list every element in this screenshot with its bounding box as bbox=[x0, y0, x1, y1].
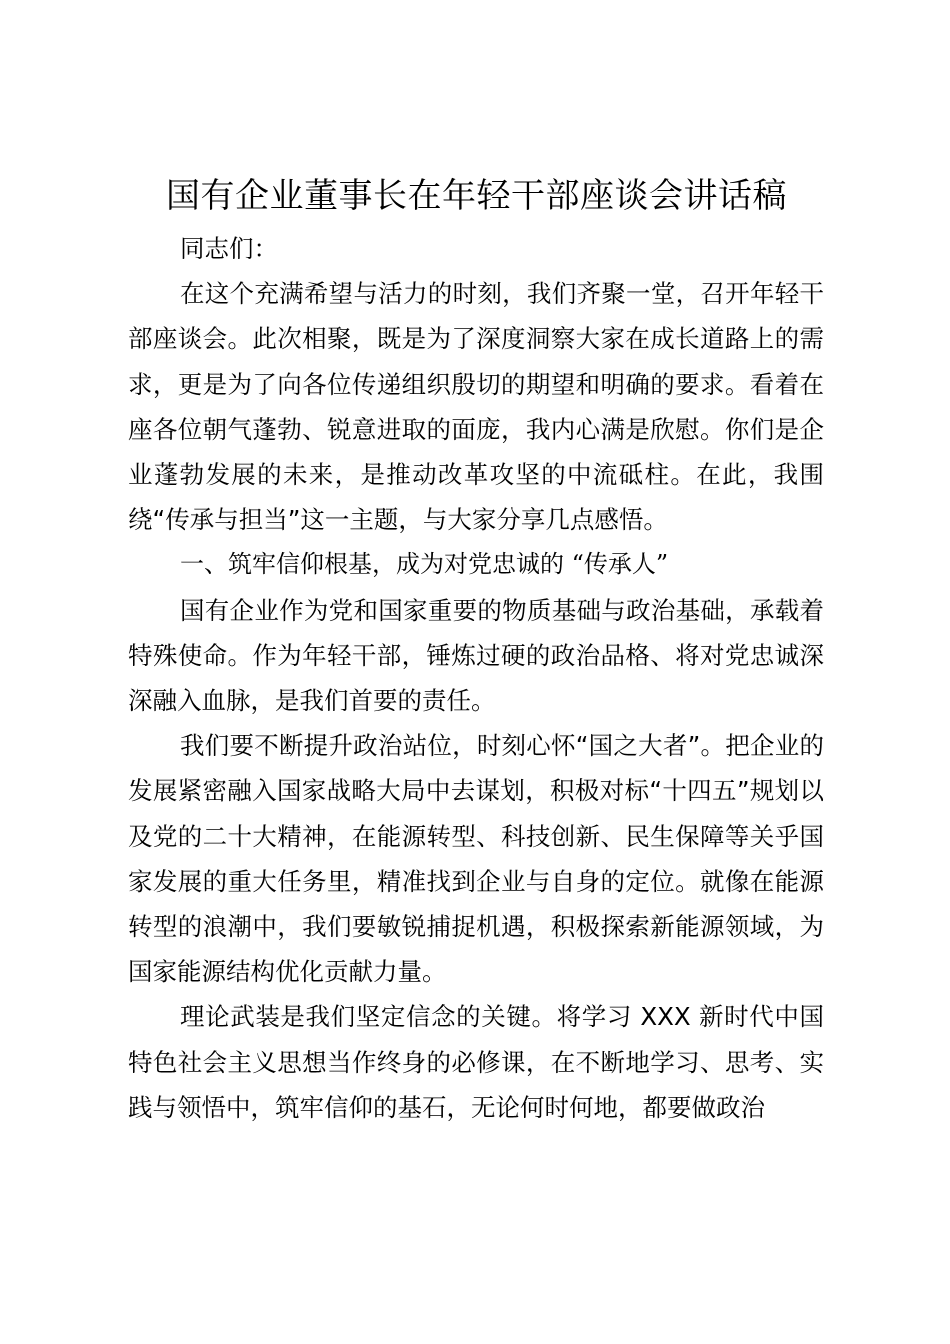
salutation: 同志们： bbox=[180, 234, 278, 263]
document-body bbox=[128, 226, 824, 1130]
paragraph-theory: 理论武装是我们坚定信念的关键。将学习 XXX 新时代中国特色社会主义思想当作终身的必修课，在不断地学习、思考、实践与领悟中，筑牢信仰的基石，无论何时何地，都要做政治 bbox=[128, 1002, 824, 1122]
paragraph-mission: 国有企业作为党和国家重要的物质基础与政治基础，承载着特殊使命。作为年轻干部，锤炼过硬的政治品格、将对党忠诚深深融入血脉，是我们首要的责任。 bbox=[128, 595, 824, 716]
paragraph-political-stance: 我们要不断提升政治站位，时刻心怀“国之大者”。把企业的发展紧密融入国家战略大局中去谋划，积极对标“十四五”规划以及党的二十大精神，在能源转型、科技创新、民生保障等关乎国家发展的重大任务里，精准找到企业与自身的定位。就像在能源转型的浪潮中，我们要敏锐捕捉机遇，积极探索新能源领域，为国家能源结构优化贡献力量。 bbox=[128, 731, 824, 987]
section-heading-1: 一、筑牢信仰根基，成为对党忠诚的 “传承人” bbox=[180, 550, 669, 579]
document-title: 国有企业董事长在年轻干部座谈会讲话稿 bbox=[166, 176, 787, 216]
paragraph-intro: 在这个充满希望与活力的时刻，我们齐聚一堂，召开年轻干部座谈会。此次相聚，既是为了深度洞察大家在成长道路上的需求，更是为了向各位传递组织殷切的期望和明确的要求。看着在座各位朝气蓬勃、锐意进取的面庞，我内心满是欣慰。你们是企业蓬勃发展的未来，是推动改革攻坚的中流砥柱。在此，我围绕“传承与担当”这一主题，与大家分享几点感悟。 bbox=[128, 279, 824, 535]
